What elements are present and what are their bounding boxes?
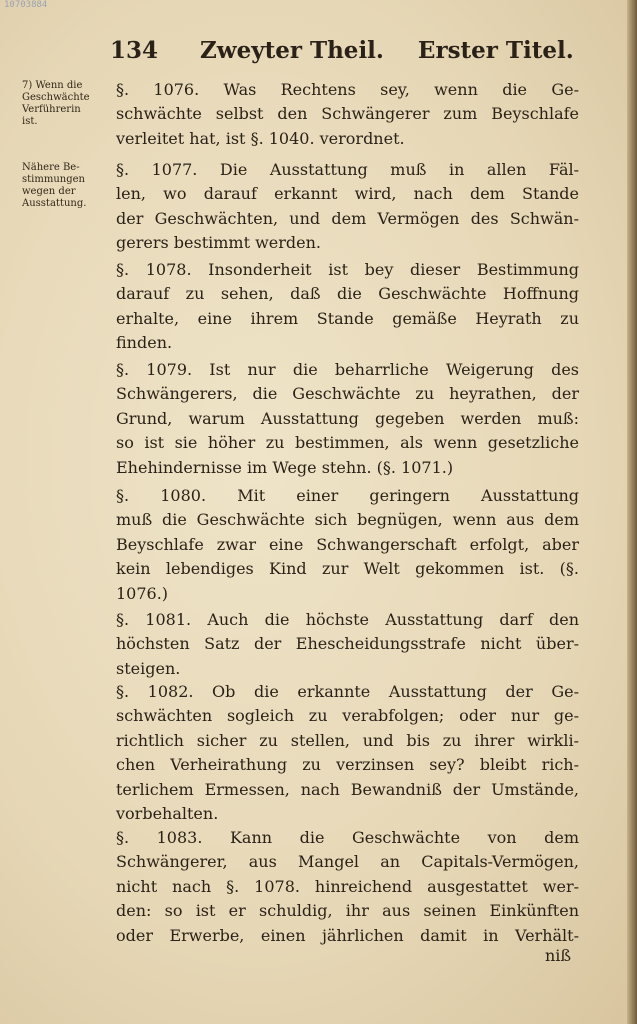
running-header [110,30,590,70]
paragraph-1076 [116,78,579,151]
text-line: erhalte, eine ihrem Stande gemäße Heyrath zu [116,308,579,328]
margin-note-line: wegen der [22,186,76,197]
text-line: steigen. [116,658,181,678]
text-line: §. 1076. Was Rechtens sey, wenn die Ge- [116,80,579,99]
text-line: schwächte selbst den Schwängerer zum Beyschlafe [116,104,579,124]
text-line: Ehehindernisse im Wege stehn. (§. 1071.) [116,457,454,477]
text-line: verleitet hat, ist §. 1040. verordnet. [116,128,405,148]
text-line: richtlich sicher zu stellen, und bis zu ihrer wirkli- [116,730,579,750]
text-line: so ist sie höher zu bestimmen, als wenn gesetzliche [116,433,579,453]
text-line: den: so ist er schuldig, ihr aus seinen Einkünften [116,901,579,921]
paragraph-1082 [116,680,579,826]
paragraph-1079 [116,358,579,480]
paragraph-1078 [116,258,579,356]
paragraph-1080 [116,484,579,606]
text-line: §. 1078. Insonderheit ist bey dieser Bestimmung [116,260,579,279]
text-line: len, wo darauf erkannt wird, nach dem Stande [116,184,579,204]
margin-note-line: Verführerin [22,104,81,115]
text-line: kein lebendiges Kind zur Welt gekommen ist. (§. [116,559,579,579]
text-line: terlichem Ermessen, nach Bewandniß der Umstände, [116,779,579,799]
text-line: §. 1082. Ob die erkannte Ausstattung der Ge- [116,682,579,701]
paragraph-1083 [116,826,579,948]
part-title: Zweyter Theil. [200,36,384,64]
text-line: der Geschwächten, und dem Vermögen des Schwän- [116,208,579,228]
text-line: muß die Geschwächte sich begnügen, wenn aus dem [116,510,579,530]
paragraph-1081 [116,608,579,681]
text-line: Schwängerers, die Geschwächte zu heyrathen, der [116,384,579,404]
text-line: §. 1083. Kann die Geschwächte von dem [116,828,579,847]
text-line: Schwängerer, aus Mangel an Capitals-Vermögen, [116,852,579,872]
margin-note-line: ist. [22,116,38,127]
text-line: §. 1080. Mit einer geringern Ausstattung [116,486,579,505]
section-title: Erster Titel. [417,36,574,64]
margin-note-2 [22,162,114,210]
text-line: Grund, warum Ausstattung gegeben werden muß: [116,408,579,428]
text-line: nicht nach §. 1078. hinreichend ausgestattet wer- [116,876,579,896]
text-line: §. 1081. Auch die höchste Ausstattung darf den [116,610,579,629]
text-line: höchsten Satz der Ehescheidungsstrafe nicht über- [116,634,579,654]
catchword: niß [545,946,572,965]
text-line: vorbehalten. [116,804,219,824]
text-line: schwächten sogleich zu verabfolgen; oder nur ge- [116,706,579,726]
text-line: §. 1079. Ist nur die beharrliche Weigerung des [116,360,579,379]
page-number: 134 [110,36,159,64]
text-line: darauf zu sehen, daß die Geschwächte Hoffnung [116,284,579,304]
text-line: chen Verheirathung zu verzinsen sey? bleibt rich- [116,755,579,775]
margin-note-line: Ausstattung. [22,198,87,209]
text-line: gerers bestimmt werden. [116,233,322,253]
margin-note-line: Geschwächte [22,92,90,103]
margin-note-line: stimmungen [22,174,85,185]
paragraph-1077 [116,158,579,256]
text-line: Beyschlafe zwar eine Schwangerschaft erfolgt, aber [116,534,579,554]
text-line: finden. [116,333,173,353]
margin-note-line: 7) Wenn die [22,80,83,91]
text-line: oder Erwerbe, einen jährlichen damit in Verhält- [116,925,579,945]
text-line: §. 1077. Die Ausstattung muß in allen Fäl- [116,160,579,179]
text-line: 1076.) [116,583,169,603]
margin-note-1 [22,80,114,128]
margin-note-line: Nähere Be- [22,162,80,173]
library-stamp: 10703884 [4,0,48,10]
